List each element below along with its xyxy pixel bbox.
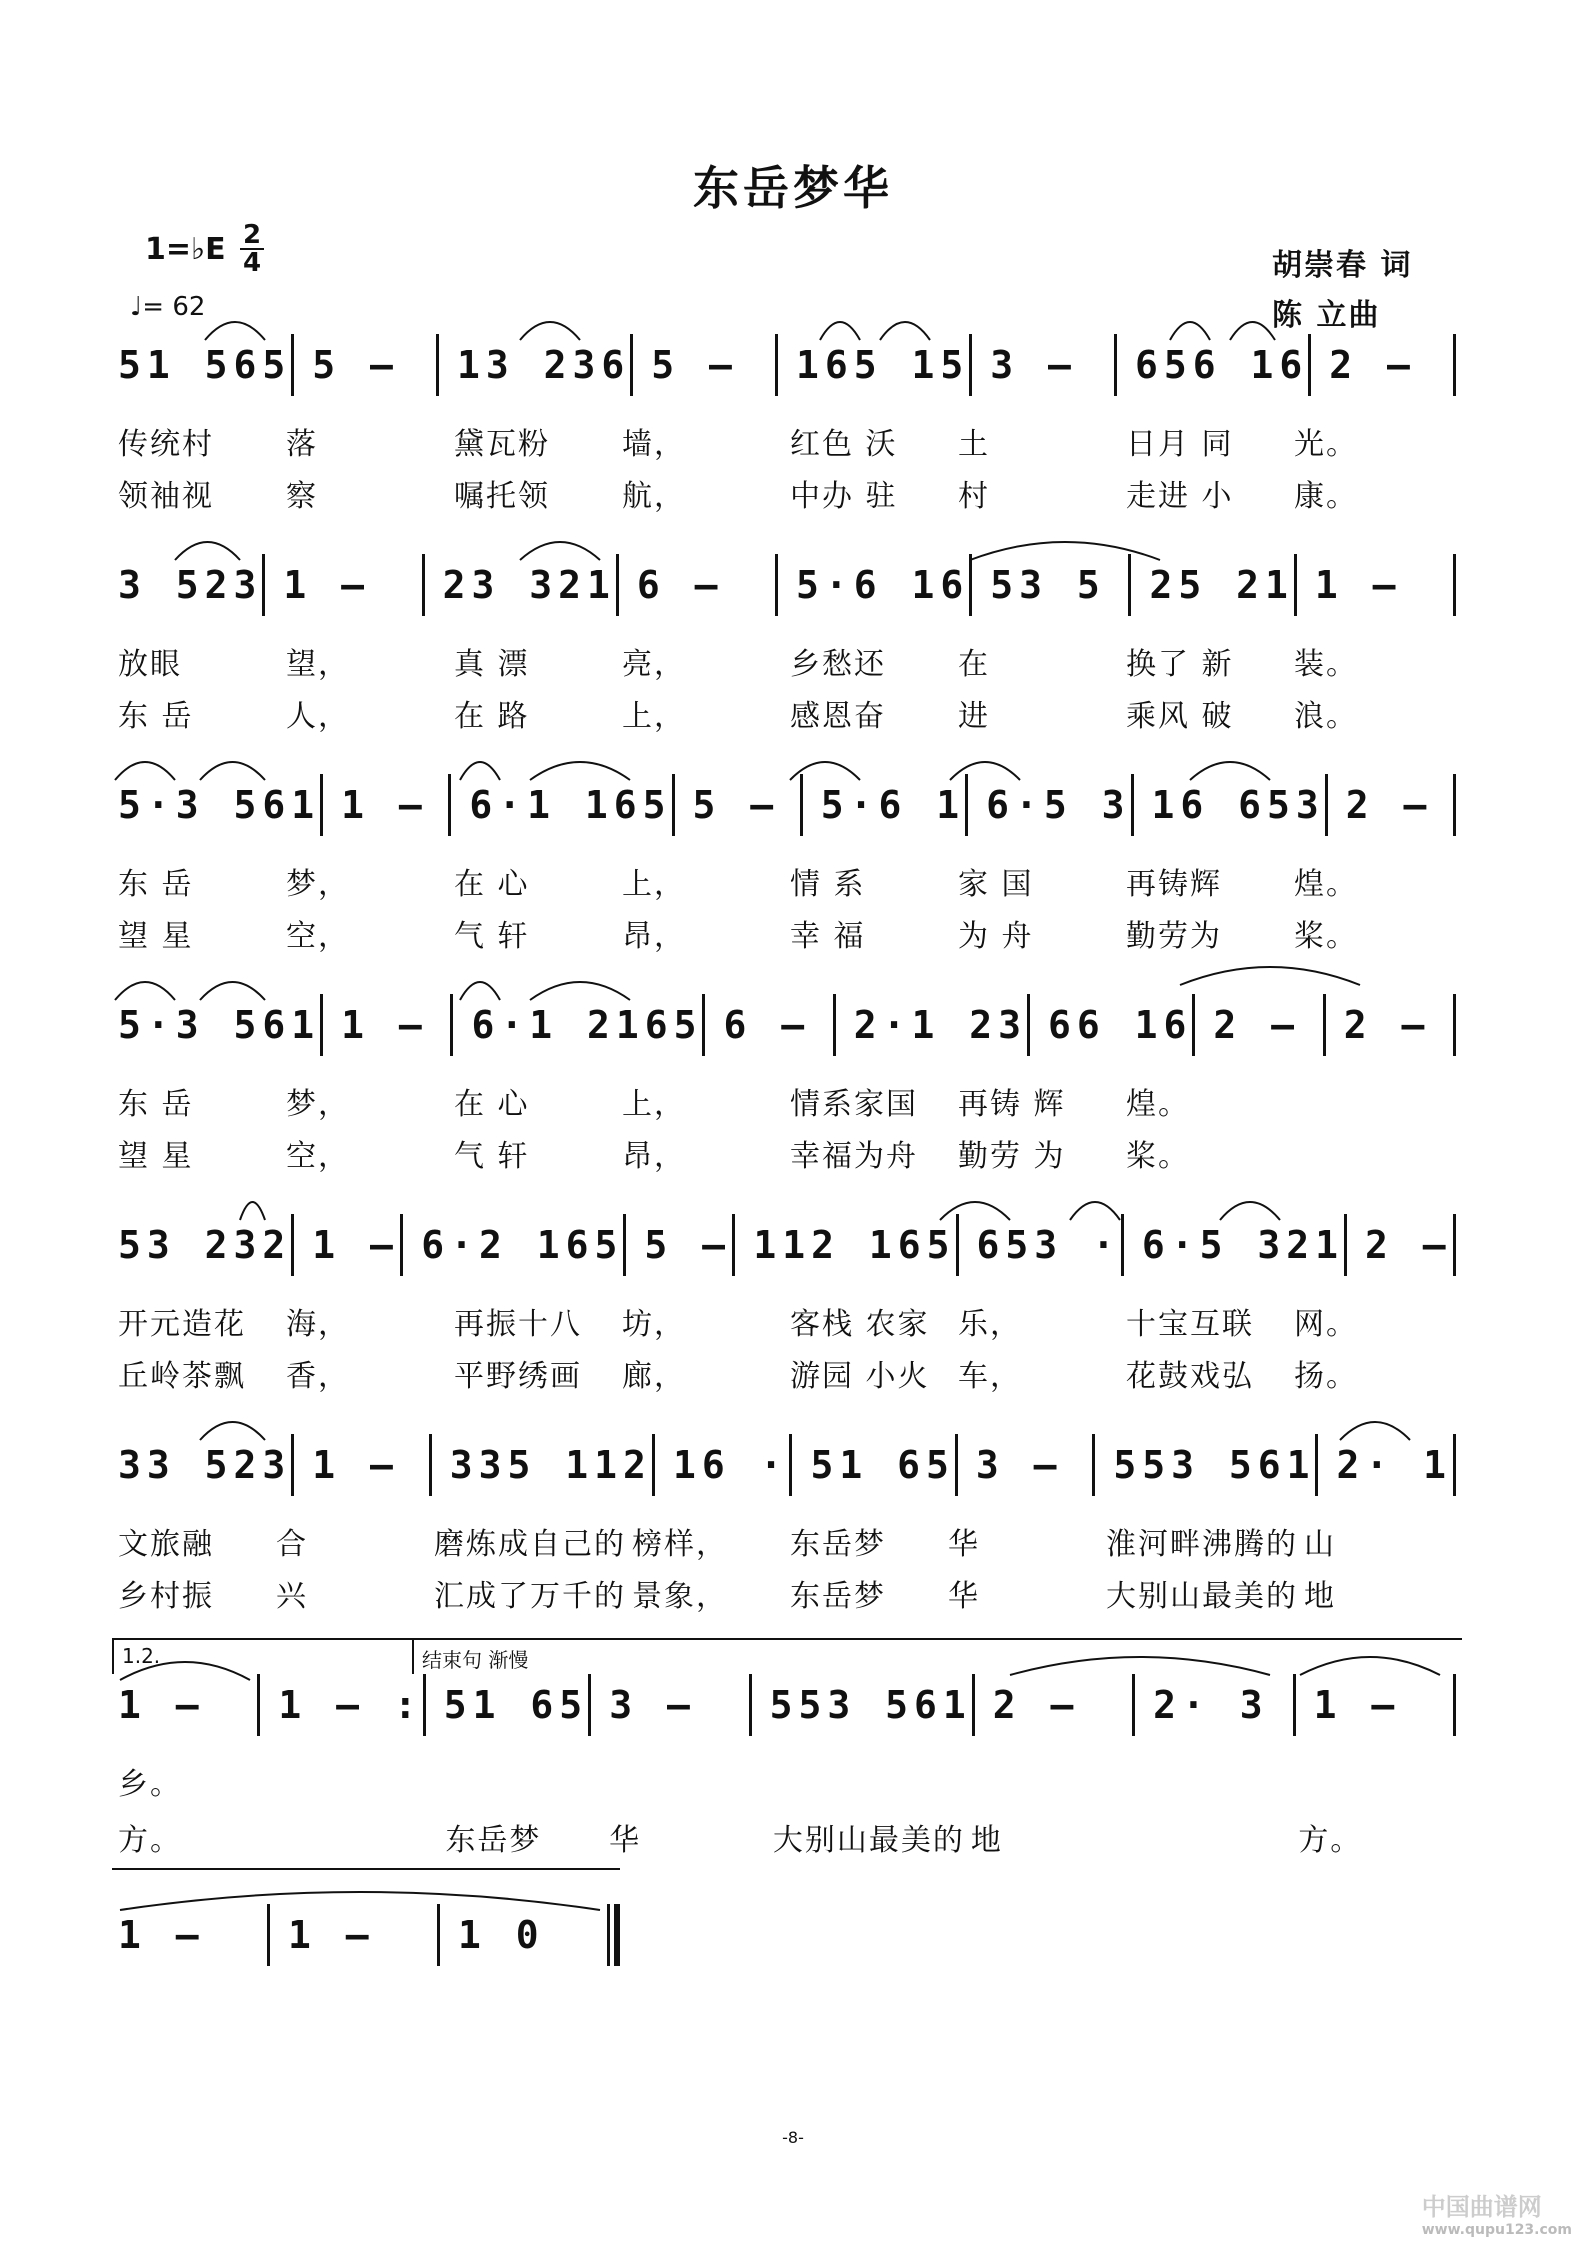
notes-row — [112, 1215, 1456, 1275]
lyric-cell — [1288, 1079, 1456, 1123]
lyric-cell: 十宝互联 — [1126, 1307, 1254, 1342]
lyric-cell: 空， — [286, 919, 350, 954]
lyric-cell: 煌。 — [1126, 1087, 1190, 1122]
lyric-cell: 华 — [948, 1527, 980, 1562]
lyrics-verse-2 — [112, 1571, 1456, 1615]
measure: 2 – — [1329, 343, 1416, 387]
key-signature: 1=♭E — [145, 232, 226, 267]
measure: 1 – — [118, 1913, 205, 1957]
lyric-cell: 山 — [1304, 1527, 1336, 1562]
measure: 1 – — [341, 1003, 428, 1047]
staff-line — [112, 995, 1456, 1174]
lyric-cell: 昂， — [622, 919, 686, 954]
measure: 656 16 — [1135, 343, 1309, 387]
lyric-cell: 进 — [958, 699, 990, 734]
lyric-cell: 再铸辉 — [1126, 867, 1222, 902]
lyric-cell: 平野绣画 — [454, 1359, 582, 1394]
lyric-cell: 望 星 — [118, 919, 194, 954]
staff-line — [112, 775, 1456, 954]
lyric-cell: 汇成了万千的 — [434, 1579, 626, 1614]
notes-row — [112, 1435, 1456, 1495]
lyric-cell: 落 — [286, 427, 318, 462]
notes-row — [112, 775, 1456, 835]
lyric-cell: 上， — [622, 867, 686, 902]
measure: 1 – — [283, 563, 371, 607]
lyric-cell: 走进 小 — [1126, 479, 1234, 514]
lyric-cell: 桨。 — [1126, 1139, 1190, 1174]
lyric-cell: 航， — [622, 479, 686, 514]
lyric-cell — [1288, 1759, 1456, 1803]
lyric-cell: 在 心 — [454, 1087, 530, 1122]
lyric-cell: 地 — [970, 1823, 1003, 1858]
measure: 25 21 — [1149, 563, 1294, 607]
lyric-cell: 华 — [609, 1823, 642, 1858]
page-number: -8- — [782, 2128, 804, 2147]
measure: 13 236 — [457, 343, 631, 387]
lyric-cell: 游园 小火 — [790, 1359, 930, 1394]
measure: 3 – — [975, 1443, 1063, 1487]
barline — [1453, 1674, 1456, 1736]
slur-arc — [1180, 967, 1360, 985]
lyrics-verse-1 — [112, 419, 1456, 463]
measure: 23 321 — [442, 563, 616, 607]
measure: 6·1 2165 — [471, 1003, 703, 1047]
lyric-cell: 车， — [958, 1359, 1022, 1394]
lyric-cell: 方。 — [118, 1823, 182, 1858]
measure: 1 – — [341, 783, 428, 827]
measure: 112 165 — [753, 1223, 956, 1267]
measure: 51 565 — [118, 343, 292, 387]
ending-bracket — [112, 1868, 620, 1904]
lyric-cell: 开元造花 — [118, 1307, 246, 1342]
measure: 5·6 16 — [796, 563, 970, 607]
lyrics-verse-1 — [112, 1079, 1456, 1123]
measure: 553 561 — [769, 1683, 972, 1727]
lyric-cell: 亮， — [622, 647, 686, 682]
measure: 1 – — [312, 1443, 399, 1487]
barline — [1453, 554, 1456, 616]
volta-ending-phrase: 结束句 渐慢 — [412, 1638, 1462, 1674]
lyric-cell: 文旅融 — [118, 1527, 214, 1562]
lyric-cell: 大别山最美的 — [772, 1823, 965, 1858]
lyrics-verse-1 — [112, 1299, 1456, 1343]
watermark-url: www.qupu123.com — [1421, 2222, 1572, 2238]
notes-row — [112, 995, 1456, 1055]
lyric-cell: 康。 — [1294, 479, 1358, 514]
measure: 53 232 — [118, 1223, 292, 1267]
lyric-cell: 黛瓦粉 — [454, 427, 550, 462]
time-signature — [240, 222, 264, 276]
lyric-cell: 东 岳 — [118, 867, 194, 902]
measure: 16 653 — [1151, 783, 1325, 827]
staff-line — [112, 1675, 1456, 1858]
final-barline — [607, 1904, 620, 1966]
lyric-cell: 乘风 破 — [1126, 699, 1234, 734]
lyric-cell: 在 — [958, 647, 990, 682]
lyric-cell: 扬。 — [1294, 1359, 1358, 1394]
measure: 6·1 165 — [469, 783, 672, 827]
measure: 6·2 165 — [421, 1223, 624, 1267]
lyric-cell: 幸 福 — [790, 919, 866, 954]
lyric-cell: 上， — [622, 1087, 686, 1122]
measure: 5·6 1 — [820, 783, 966, 827]
lyric-cell: 中办 驻 — [790, 479, 898, 514]
measure: 553 561 — [1113, 1443, 1316, 1487]
measure: 6·5 3 — [986, 783, 1131, 827]
lyric-cell: 望 星 — [118, 1139, 194, 1174]
lyric-cell: 嘱托领 — [454, 479, 550, 514]
barline — [1453, 1214, 1456, 1276]
barline — [1453, 994, 1456, 1056]
measure: 2· 1 — [1336, 1443, 1452, 1487]
lyrics-verse-2 — [112, 691, 1456, 735]
composer-credit: 陈 立曲 — [1272, 298, 1381, 333]
lyric-cell: 真 漂 — [454, 647, 530, 682]
lyric-cell: 感恩奋 — [790, 699, 886, 734]
lyric-cell: 家 国 — [958, 867, 1034, 902]
lyric-cell: 勤劳 为 — [958, 1139, 1066, 1174]
lyric-cell: 地 — [1304, 1579, 1336, 1614]
lyrics-verse-2 — [112, 1351, 1456, 1395]
measure: 653 · — [976, 1223, 1121, 1267]
measure: 2 – — [1345, 783, 1433, 827]
lyric-cell: 方。 — [1298, 1823, 1363, 1858]
lyric-cell: 东 岳 — [118, 699, 194, 734]
lyric-cell — [784, 1759, 952, 1803]
staff-line — [112, 1435, 1456, 1614]
measure: 1 – — [312, 1223, 399, 1267]
measure: 2 – — [1213, 1003, 1301, 1047]
measure: 6·5 321 — [1141, 1223, 1345, 1267]
lyric-cell: 传统村 — [118, 427, 214, 462]
lyrics-verse-2 — [112, 471, 1456, 515]
lyric-cell: 华 — [948, 1579, 980, 1614]
lyric-cell: 东 岳 — [118, 1087, 194, 1122]
barline — [1453, 1434, 1456, 1496]
notes-row — [112, 1675, 1456, 1735]
lyrics-verse-1 — [112, 639, 1456, 683]
barline — [1453, 334, 1456, 396]
measure: 6 – — [723, 1003, 811, 1047]
lyric-cell: 再振十八 — [454, 1307, 582, 1342]
lyric-cell: 丘岭茶飘 — [118, 1359, 246, 1394]
lyric-cell: 梦， — [286, 1087, 350, 1122]
measure: 6 – — [636, 563, 724, 607]
lyric-cell: 兴 — [276, 1579, 308, 1614]
lyric-cell: 大别山最美的 — [1106, 1579, 1298, 1614]
measure: 2 – — [1365, 1223, 1452, 1267]
lyric-cell — [1129, 1815, 1293, 1859]
measure: 1 – — [118, 1683, 205, 1727]
lyric-cell: 客栈 农家 — [790, 1307, 930, 1342]
lyric-cell: 坊， — [622, 1307, 686, 1342]
measure: 51 65 — [443, 1683, 589, 1727]
measure: 165 15 — [796, 343, 970, 387]
lyric-cell — [280, 1759, 448, 1803]
measure: 5·3 561 — [118, 783, 321, 827]
lyric-cell: 察 — [286, 479, 318, 514]
lyric-cell: 情系家国 — [790, 1087, 918, 1122]
lyric-cell: 装。 — [1294, 647, 1358, 682]
lyric-cell: 土 — [958, 427, 990, 462]
lyric-cell: 磨炼成自己的 — [434, 1527, 626, 1562]
measure: 5 – — [692, 783, 780, 827]
measure: 53 5 — [990, 563, 1106, 607]
lyric-cell: 乡。 — [118, 1767, 182, 1802]
lyricist-credit: 胡崇春 词 — [1272, 248, 1413, 283]
measure: 2 – — [1343, 1003, 1431, 1047]
lyric-cell — [952, 1759, 1120, 1803]
measure: 335 112 — [449, 1443, 652, 1487]
lyric-cell: 再铸 辉 — [958, 1087, 1066, 1122]
lyric-cell — [276, 1815, 440, 1859]
lyrics-verse-1 — [112, 1759, 1456, 1803]
notes-row — [112, 335, 1456, 395]
watermark — [1422, 2187, 1572, 2238]
lyrics-verse-1 — [112, 859, 1456, 903]
lyric-cell — [1288, 1131, 1456, 1175]
lyric-cell: 情 系 — [790, 867, 866, 902]
measure: 1 0 — [458, 1913, 545, 1957]
lyrics-verse-1 — [112, 1519, 1456, 1563]
lyrics-verse-2 — [112, 1131, 1456, 1175]
lyric-cell: 为 舟 — [958, 919, 1034, 954]
lyric-cell: 昂， — [622, 1139, 686, 1174]
lyric-cell: 煌。 — [1294, 867, 1358, 902]
staff-line — [112, 555, 1456, 734]
measure: 5 – — [312, 343, 399, 387]
lyric-cell: 空， — [286, 1139, 350, 1174]
lyric-cell: 换了 新 — [1126, 647, 1234, 682]
lyric-cell — [1120, 1759, 1288, 1803]
lyric-cell: 日月 同 — [1126, 427, 1234, 462]
lyric-cell: 廊， — [622, 1359, 686, 1394]
lyric-cell: 勤劳为 — [1126, 919, 1222, 954]
lyric-cell: 红色 沃 — [790, 427, 898, 462]
lyric-cell — [448, 1759, 616, 1803]
measure: 2 – — [992, 1683, 1080, 1727]
lyric-cell: 海， — [286, 1307, 350, 1342]
lyric-cell: 景象， — [632, 1579, 728, 1614]
lyric-cell: 花鼓戏弘 — [1126, 1359, 1254, 1394]
measure: 66 16 — [1048, 1003, 1193, 1047]
lyric-cell: 幸福为舟 — [790, 1139, 918, 1174]
staff-line — [112, 1215, 1456, 1394]
measure: 5 – — [651, 343, 738, 387]
lyric-cell: 乐， — [958, 1307, 1022, 1342]
lyric-cell: 梦， — [286, 867, 350, 902]
lyric-cell: 网。 — [1294, 1307, 1358, 1342]
lyric-cell: 淮河畔沸腾的 — [1106, 1527, 1298, 1562]
staff-line — [112, 1905, 620, 2025]
measure: 2·1 23 — [853, 1003, 1028, 1047]
lyric-cell: 在 心 — [454, 867, 530, 902]
lyric-cell: 上， — [622, 699, 686, 734]
lyric-cell: 村 — [958, 479, 990, 514]
lyric-cell: 人， — [286, 699, 350, 734]
lyric-cell: 乡愁还 — [790, 647, 886, 682]
song-title: 东岳梦华 — [693, 161, 893, 215]
measure: 2· 3 — [1153, 1683, 1269, 1727]
measure: 5 – — [644, 1223, 732, 1267]
notes-row — [112, 555, 1456, 615]
notes-row — [112, 1905, 620, 1965]
lyrics-verse-2 — [112, 1815, 1456, 1859]
lyric-cell — [616, 1759, 784, 1803]
lyric-cell: 香， — [286, 1359, 350, 1394]
time-sig-bottom: 4 — [242, 248, 262, 278]
lyrics-verse-2 — [112, 911, 1456, 955]
measure: 1 – — [288, 1913, 375, 1957]
measure: 51 65 — [810, 1443, 955, 1487]
staff-line — [112, 335, 1456, 514]
measure: 1 – : — [278, 1683, 423, 1727]
time-sig-top: 2 — [242, 220, 262, 250]
lyric-cell: 领袖视 — [118, 479, 214, 514]
lyric-cell: 乡村振 — [118, 1579, 214, 1614]
lyric-cell: 浪。 — [1294, 699, 1358, 734]
measure: 3 523 — [118, 563, 263, 607]
lyric-cell: 气 轩 — [454, 1139, 530, 1174]
lyric-cell: 东岳梦 — [790, 1579, 886, 1614]
barline — [1453, 774, 1456, 836]
measure: 3 – — [609, 1683, 696, 1727]
measure: 16 · — [672, 1443, 789, 1487]
lyric-cell: 望， — [286, 647, 350, 682]
lyric-cell: 光。 — [1294, 427, 1358, 462]
lyric-cell: 放眼 — [118, 647, 182, 682]
measure: 5·3 561 — [118, 1003, 321, 1047]
measure: 1 – — [1314, 563, 1402, 607]
tempo-marking: ♩= 62 — [130, 292, 206, 322]
lyric-cell: 合 — [276, 1527, 308, 1562]
measure: 1 – — [1313, 1683, 1401, 1727]
lyric-cell: 东岳梦 — [790, 1527, 886, 1562]
lyric-cell: 东岳梦 — [445, 1823, 542, 1858]
lyric-cell: 榜样， — [632, 1527, 728, 1562]
lyric-cell: 气 轩 — [454, 919, 530, 954]
lyric-cell: 桨。 — [1294, 919, 1358, 954]
lyric-cell: 墙， — [622, 427, 686, 462]
measure: 3 – — [990, 343, 1077, 387]
watermark-name: 中国曲谱网 — [1421, 2193, 1542, 2221]
volta-first-ending: 1.2. — [112, 1638, 412, 1674]
measure: 33 523 — [118, 1443, 292, 1487]
lyric-cell: 在 路 — [454, 699, 530, 734]
